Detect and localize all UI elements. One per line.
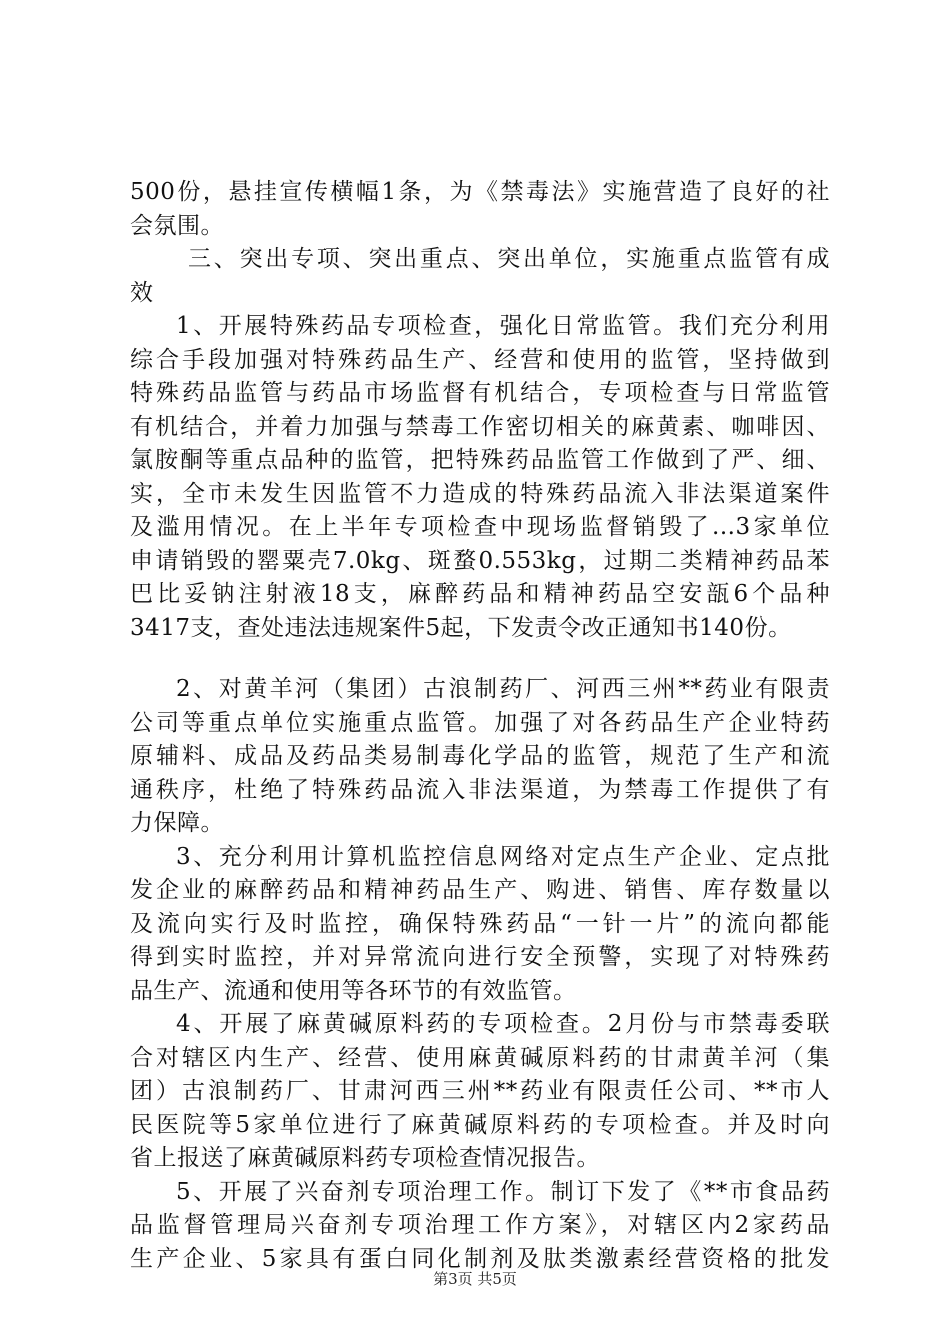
text-line: 品生产、流通和使用等各环节的有效监管。	[130, 977, 577, 1004]
text-line: 1、开展特殊药品专项检查，强化日常监管。我们充分利用	[176, 313, 830, 339]
paragraph-item-4	[130, 1008, 830, 1176]
heading-line: 三、突出专项、突出重点、突出单位，实施重点监管有成	[188, 246, 830, 272]
text-line: 力保障。	[130, 810, 224, 836]
text-line: 2、对黄羊河（集团）古浪制药厂、河西三州**药业有限责	[176, 676, 830, 702]
text-line: 实，全市未发生因监管不力造成的特殊药品流入非法渠道案件	[130, 480, 830, 507]
document-body	[130, 176, 830, 1276]
paragraph-item-5	[130, 1176, 830, 1277]
text-line: 500份，悬挂宣传横幅1条，为《禁毒法》实施营造了良好的社	[130, 179, 830, 205]
page-number-footer: 第3页 共5页	[433, 1270, 517, 1288]
text-line: 品监督管理局兴奋剂专项治理工作方案》，对辖区内2家药品	[130, 1212, 830, 1238]
text-line: 及滥用情况。在上半年专项检查中现场监督销毁了...3家单位	[130, 514, 830, 540]
text-line: 综合手段加强对特殊药品生产、经营和使用的监管，坚持做到	[130, 346, 830, 373]
text-line: 4、开展了麻黄碱原料药的专项检查。2月份与市禁毒委联	[176, 1011, 830, 1037]
text-line: 民医院等5家单位进行了麻黄碱原料药的专项检查。并及时向	[130, 1111, 830, 1138]
text-line: 有机结合，并着力加强与禁毒工作密切相关的麻黄素、咖啡因、	[130, 413, 830, 440]
text-line: 及流向实行及时监控，确保特殊药品“一针一片”的流向都能	[130, 910, 830, 937]
text-line: 生产企业、5家具有蛋白同化制剂及肽类激素经营资格的批发	[130, 1245, 830, 1272]
paragraph-item-1	[130, 310, 830, 645]
text-line: 原辅料、成品及药品类易制毒化学品的监管，规范了生产和流	[130, 743, 830, 769]
heading-line: 效	[130, 279, 154, 306]
text-line: 巴比妥钠注射液18支，麻醉药品和精神药品空安瓿6个品种	[130, 581, 830, 607]
text-line: 申请销毁的罂粟壳7.0kg、斑蝥0.553kg，过期二类精神药品苯	[130, 547, 830, 574]
paragraph-continuation	[130, 176, 830, 243]
paragraph-item-3	[130, 841, 830, 1009]
text-line: 省上报送了麻黄碱原料药专项检查情况报告。	[130, 1145, 600, 1171]
text-line: 发企业的麻醉药品和精神药品生产、购进、销售、库存数量以	[130, 877, 830, 903]
text-line: 3、充分利用计算机监控信息网络对定点生产企业、定点批	[176, 843, 830, 870]
text-line: 会氛围。	[130, 212, 224, 239]
paragraph-gap	[130, 645, 830, 673]
section-heading	[130, 243, 830, 310]
text-line: 通秩序，杜绝了特殊药品流入非法渠道，为禁毒工作提供了有	[130, 776, 830, 803]
text-line: 氯胺酮等重点品种的监管，把特殊药品监管工作做到了严、细、	[130, 447, 830, 473]
text-line: 团）古浪制药厂、甘肃河西三州**药业有限责任公司、**市人	[130, 1078, 830, 1104]
text-line: 合对辖区内生产、经营、使用麻黄碱原料药的甘肃黄羊河（集	[130, 1044, 830, 1071]
text-line: 特殊药品监管与药品市场监督有机结合，专项检查与日常监管	[130, 380, 830, 406]
text-line: 3417支，查处违法违规案件5起，下发责令改正通知书140份。	[130, 614, 792, 641]
paragraph-item-2	[130, 673, 830, 841]
text-line: 得到实时监控，并对异常流向进行安全预警，实现了对特殊药	[130, 944, 830, 970]
text-line: 公司等重点单位实施重点监管。加强了对各药品生产企业特药	[130, 709, 830, 736]
text-line: 5、开展了兴奋剂专项治理工作。制订下发了《**市食品药	[176, 1178, 830, 1205]
